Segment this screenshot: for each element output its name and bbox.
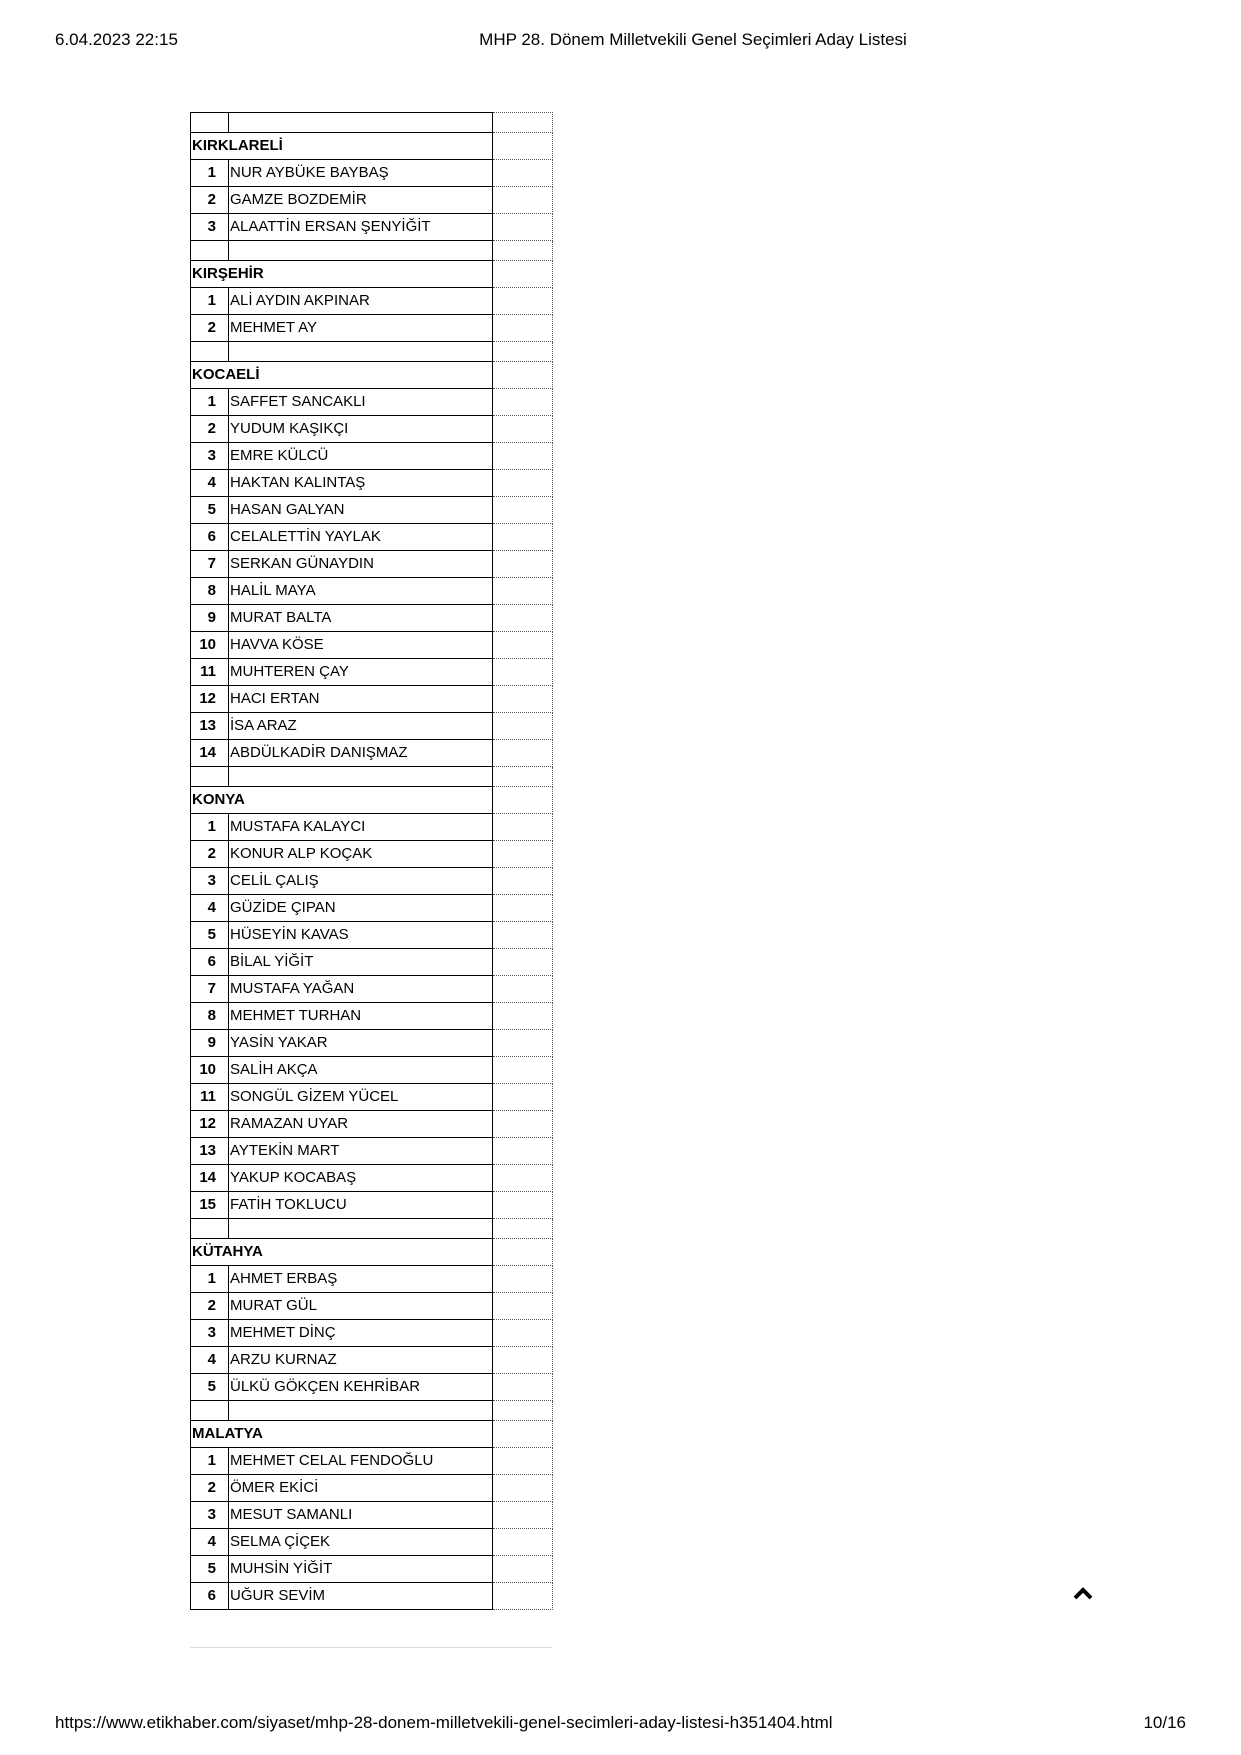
candidate-rank: 1 <box>191 1448 229 1475</box>
candidate-name: MEHMET DİNÇ <box>229 1320 493 1347</box>
candidate-rank: 14 <box>191 1165 229 1192</box>
candidate-name: BİLAL YİĞİT <box>229 949 493 976</box>
candidate-row <box>191 524 553 551</box>
candidate-name: ABDÜLKADİR DANIŞMAZ <box>229 740 493 767</box>
candidate-row <box>191 922 553 949</box>
candidate-rank: 12 <box>191 1111 229 1138</box>
candidate-rank: 15 <box>191 1192 229 1219</box>
candidate-row <box>191 214 553 241</box>
candidate-name: CELALETTİN YAYLAK <box>229 524 493 551</box>
candidate-rank: 2 <box>191 315 229 342</box>
candidate-name: İSA ARAZ <box>229 713 493 740</box>
candidate-rank: 13 <box>191 713 229 740</box>
province-name: KÜTAHYA <box>191 1239 493 1266</box>
candidate-rank: 11 <box>191 659 229 686</box>
candidate-name: UĞUR SEVİM <box>229 1583 493 1610</box>
province-name: KOCAELİ <box>191 362 493 389</box>
candidate-name: SERKAN GÜNAYDIN <box>229 551 493 578</box>
candidate-rank: 8 <box>191 578 229 605</box>
candidate-name: YASİN YAKAR <box>229 1030 493 1057</box>
candidate-name: NUR AYBÜKE BAYBAŞ <box>229 160 493 187</box>
candidate-row <box>191 187 553 214</box>
candidate-name: MESUT SAMANLI <box>229 1502 493 1529</box>
province-header-row <box>191 1421 553 1448</box>
candidate-name: ÜLKÜ GÖKÇEN KEHRİBAR <box>229 1374 493 1401</box>
candidate-row <box>191 443 553 470</box>
candidate-name: GAMZE BOZDEMİR <box>229 187 493 214</box>
candidate-name: YAKUP KOCABAŞ <box>229 1165 493 1192</box>
candidate-rank: 5 <box>191 1556 229 1583</box>
candidate-row <box>191 1165 553 1192</box>
candidate-row <box>191 1556 553 1583</box>
candidate-name: MURAT BALTA <box>229 605 493 632</box>
candidate-row <box>191 1003 553 1030</box>
candidate-rank: 1 <box>191 160 229 187</box>
spacer-row <box>191 1401 553 1421</box>
candidate-rank: 1 <box>191 814 229 841</box>
candidate-rank: 6 <box>191 949 229 976</box>
candidate-name: SELMA ÇİÇEK <box>229 1529 493 1556</box>
candidate-name: HALİL MAYA <box>229 578 493 605</box>
candidate-name: EMRE KÜLCÜ <box>229 443 493 470</box>
candidate-row <box>191 868 553 895</box>
candidate-row <box>191 632 553 659</box>
candidate-row <box>191 416 553 443</box>
candidate-name: AHMET ERBAŞ <box>229 1266 493 1293</box>
candidate-name: KONUR ALP KOÇAK <box>229 841 493 868</box>
candidate-name: ALAATTİN ERSAN ŞENYİĞİT <box>229 214 493 241</box>
province-header-row <box>191 1239 553 1266</box>
candidate-row <box>191 1583 553 1610</box>
candidate-rank: 8 <box>191 1003 229 1030</box>
candidate-name: ARZU KURNAZ <box>229 1347 493 1374</box>
province-header-row <box>191 362 553 389</box>
candidate-name: RAMAZAN UYAR <box>229 1111 493 1138</box>
candidate-rank: 14 <box>191 740 229 767</box>
candidate-rank: 2 <box>191 841 229 868</box>
province-name: KONYA <box>191 787 493 814</box>
candidate-row <box>191 949 553 976</box>
candidate-name: MEHMET TURHAN <box>229 1003 493 1030</box>
candidate-name: FATİH TOKLUCU <box>229 1192 493 1219</box>
candidate-name: HASAN GALYAN <box>229 497 493 524</box>
candidate-name: MEHMET CELAL FENDOĞLU <box>229 1448 493 1475</box>
candidate-rank: 4 <box>191 470 229 497</box>
candidate-rank: 3 <box>191 1320 229 1347</box>
candidate-row <box>191 1192 553 1219</box>
candidate-row <box>191 1084 553 1111</box>
scroll-to-top-icon[interactable] <box>1072 1585 1094 1601</box>
spacer-row <box>191 767 553 787</box>
candidate-name: ALİ AYDIN AKPINAR <box>229 288 493 315</box>
candidate-rank: 4 <box>191 1529 229 1556</box>
candidate-rank: 12 <box>191 686 229 713</box>
candidate-rank: 5 <box>191 497 229 524</box>
province-header-row <box>191 787 553 814</box>
candidate-row <box>191 1529 553 1556</box>
candidate-row <box>191 740 553 767</box>
candidate-rank: 1 <box>191 389 229 416</box>
candidate-row <box>191 578 553 605</box>
candidate-rank: 3 <box>191 443 229 470</box>
candidate-row <box>191 1030 553 1057</box>
candidate-name: HAVVA KÖSE <box>229 632 493 659</box>
candidate-name: GÜZİDE ÇIPAN <box>229 895 493 922</box>
spacer-row <box>191 1219 553 1239</box>
candidate-row <box>191 686 553 713</box>
province-name: KIRKLARELİ <box>191 133 493 160</box>
candidate-row <box>191 1138 553 1165</box>
candidate-row <box>191 976 553 1003</box>
candidate-rank: 2 <box>191 416 229 443</box>
candidate-row <box>191 1374 553 1401</box>
candidate-rank: 3 <box>191 1502 229 1529</box>
candidate-row <box>191 551 553 578</box>
candidate-name: MUHTEREN ÇAY <box>229 659 493 686</box>
candidate-row <box>191 659 553 686</box>
candidate-rank: 5 <box>191 1374 229 1401</box>
candidate-name: MUSTAFA YAĞAN <box>229 976 493 1003</box>
candidate-name: SAFFET SANCAKLI <box>229 389 493 416</box>
province-name: MALATYA <box>191 1421 493 1448</box>
candidate-row <box>191 1347 553 1374</box>
print-date: 6.04.2023 22:15 <box>55 30 178 49</box>
candidate-name: SONGÜL GİZEM YÜCEL <box>229 1084 493 1111</box>
spacer-row <box>191 342 553 362</box>
candidate-row <box>191 288 553 315</box>
candidate-rank: 4 <box>191 895 229 922</box>
candidate-row <box>191 1266 553 1293</box>
candidate-name: CELİL ÇALIŞ <box>229 868 493 895</box>
candidate-rank: 9 <box>191 605 229 632</box>
candidate-rank: 1 <box>191 1266 229 1293</box>
candidate-row <box>191 1111 553 1138</box>
candidate-rank: 9 <box>191 1030 229 1057</box>
candidate-rank: 2 <box>191 1293 229 1320</box>
candidate-row <box>191 1448 553 1475</box>
candidate-name: MEHMET AY <box>229 315 493 342</box>
candidate-name: HAKTAN KALINTAŞ <box>229 470 493 497</box>
candidate-row <box>191 895 553 922</box>
candidate-row <box>191 160 553 187</box>
candidate-rank: 7 <box>191 976 229 1003</box>
candidate-row <box>191 1293 553 1320</box>
candidate-row <box>191 841 553 868</box>
candidate-name: MURAT GÜL <box>229 1293 493 1320</box>
page-number: 10/16 <box>1143 1713 1186 1732</box>
page-title: MHP 28. Dönem Milletvekili Genel Seçimleri Aday Listesi <box>479 30 907 49</box>
candidate-row <box>191 497 553 524</box>
candidate-row <box>191 315 553 342</box>
candidate-table <box>190 112 553 1610</box>
candidate-row <box>191 1057 553 1084</box>
candidate-row <box>191 1320 553 1347</box>
candidate-row <box>191 1502 553 1529</box>
candidate-rank: 5 <box>191 922 229 949</box>
candidate-row <box>191 713 553 740</box>
candidate-name: HACI ERTAN <box>229 686 493 713</box>
candidate-name: MUSTAFA KALAYCI <box>229 814 493 841</box>
candidate-name: MUHSİN YİĞİT <box>229 1556 493 1583</box>
candidate-rank: 2 <box>191 1475 229 1502</box>
candidate-name: AYTEKİN MART <box>229 1138 493 1165</box>
candidate-name: ÖMER EKİCİ <box>229 1475 493 1502</box>
province-header-row <box>191 261 553 288</box>
candidate-row <box>191 814 553 841</box>
candidate-rank: 4 <box>191 1347 229 1374</box>
spacer-row <box>191 113 553 133</box>
candidate-name: YUDUM KAŞIKÇI <box>229 416 493 443</box>
province-header-row <box>191 133 553 160</box>
footer-url: https://www.etikhaber.com/siyaset/mhp-28-donem-milletvekili-genel-secimleri-aday-listesi-h351404.html <box>55 1713 833 1732</box>
candidate-rank: 13 <box>191 1138 229 1165</box>
candidate-row <box>191 470 553 497</box>
candidate-rank: 10 <box>191 632 229 659</box>
candidate-rank: 6 <box>191 1583 229 1610</box>
candidate-rank: 2 <box>191 187 229 214</box>
candidate-rank: 3 <box>191 214 229 241</box>
table-bottom-rule <box>190 1647 552 1648</box>
candidate-rank: 6 <box>191 524 229 551</box>
province-name: KIRŞEHİR <box>191 261 493 288</box>
candidate-row <box>191 1475 553 1502</box>
candidate-row <box>191 389 553 416</box>
candidate-rank: 1 <box>191 288 229 315</box>
candidate-row <box>191 605 553 632</box>
candidate-rank: 11 <box>191 1084 229 1111</box>
candidate-rank: 7 <box>191 551 229 578</box>
candidate-rank: 10 <box>191 1057 229 1084</box>
candidate-rank: 3 <box>191 868 229 895</box>
candidate-name: SALİH AKÇA <box>229 1057 493 1084</box>
candidate-name: HÜSEYİN KAVAS <box>229 922 493 949</box>
spacer-row <box>191 241 553 261</box>
